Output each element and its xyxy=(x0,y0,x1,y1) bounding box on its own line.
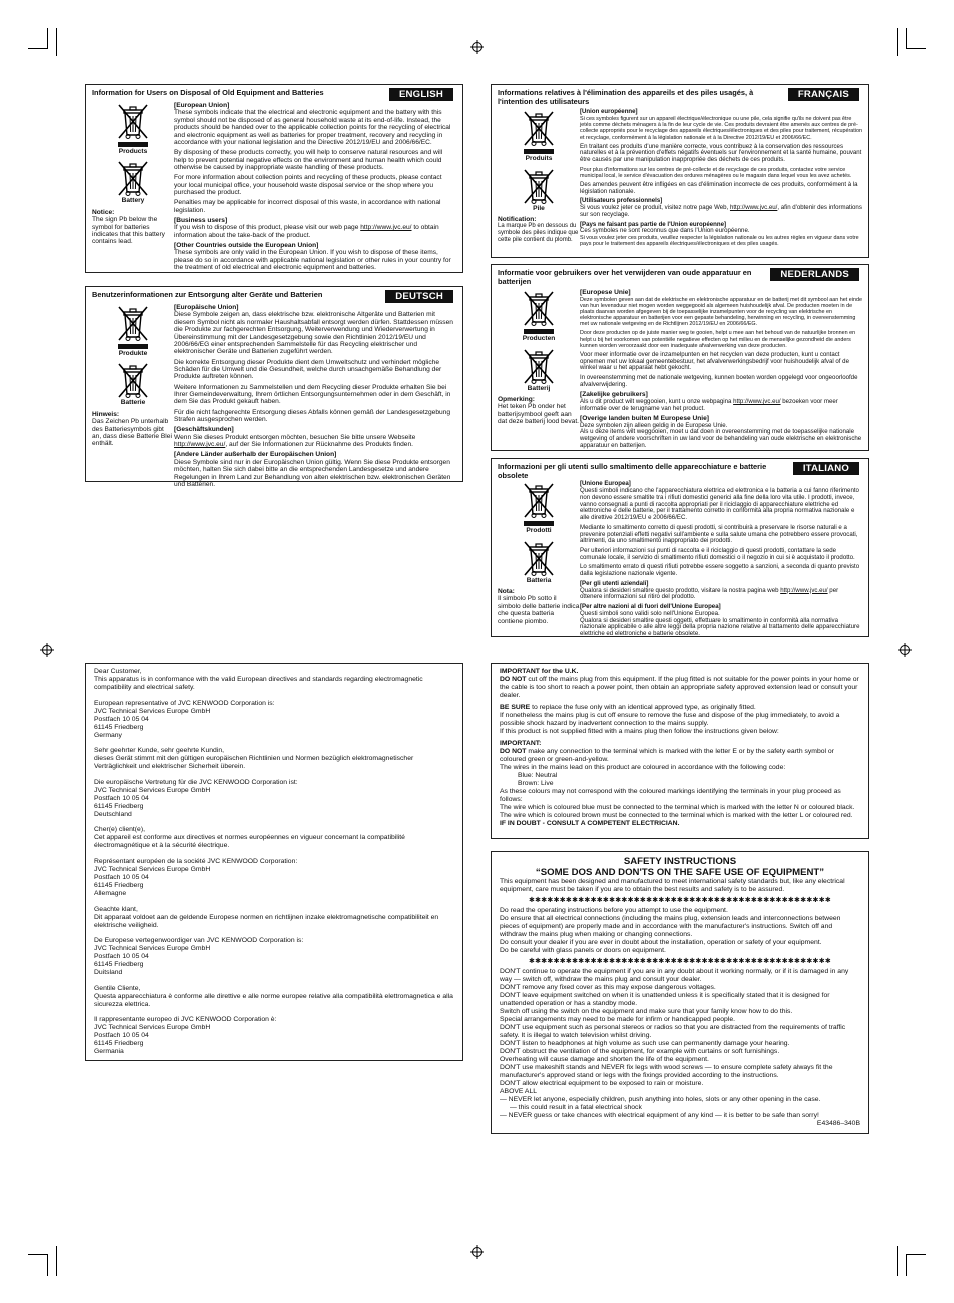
crop-mark xyxy=(897,28,898,56)
paragraph: Als u dit product wilt weggooien, kunt u onze webpagina http://www.jvc.eu/ bezoeken voor meer informatie over de terugname van het product. xyxy=(580,397,838,412)
star-divider: ✱✱✱✱✱✱✱✱✱✱✱✱✱✱✱✱✱✱✱✱✱✱✱✱✱✱✱✱✱✱✱✱✱✱✱✱✱✱✱✱✱✱✱✱✱✱✱✱✱ xyxy=(528,897,832,904)
dont-item: DON'T listen to headphones at high volume as such use can permanently damage your hearing. xyxy=(500,1040,790,1047)
paragraph: DO NOT cut off the mains plug from this equipment. If the plug fitted is not suitable for the power points in your home or the cable is too short to reach a power point, then obtain an appropriate safety approved extension lead or consult your dealer. xyxy=(500,676,859,699)
notice-text: The sign Pb below the symbol for batteries indicates that this battery contains lead. xyxy=(92,216,165,246)
section-heading: [Business users] xyxy=(174,216,228,224)
dont-item: DON'T use makeshift stands and NEVER fix legs with wood screws — to ensure complete safety always fit the manufacturer's approved stand or legs with the fixings provided according to the instructions. xyxy=(500,1064,833,1079)
disposal-box-nederlands xyxy=(491,264,869,451)
paragraph: Penalties may be applicable for incorrect disposal of this waste, in accordance with national legislation. xyxy=(174,199,441,214)
address-line: 61145 Friedberg xyxy=(94,802,144,810)
paragraph: Mediante lo smaltimento corretto di questi prodotti, si contribuirà a preservare le risorse naturali e a prevenire potenziali effetti negativi sull'ambiente e sulla salute umana che potrebbero essere provocati, altrimenti, da uno smaltimento inappropriato dei prodotti. xyxy=(580,523,858,545)
crossed-bin-icon xyxy=(108,102,158,147)
crossed-bin-icon xyxy=(108,304,158,349)
paragraph: En traitant ces produits d'une manière correcte, vous contribuez à la conservation des ressources naturelles et à la prévention d'effets négatifs éventuels sur l'environnement et la santé humaine, pouvant être causés par une manipulation inappropriée des déchets de ces produits. xyxy=(580,142,862,164)
paragraph: Door deze producten op de juiste manier weg te gooien, helpt u mee aan het behoud van de natuurlijke bronnen en helpt u bij het voorkomen van potentiële negatieve effecten op het milieu en de menselijke gezondheid die anders kunnen worden veroorzaakt door een inadequate afvalverwerking van deze producten. xyxy=(580,330,856,349)
paragraph: Lo smaltimento errato di questi rifiuti potrebbe essere soggetto a sanzioni, a seconda di quanto previsto dalla legislazione nazionale vigente. xyxy=(580,563,860,578)
crossed-bin-icon xyxy=(108,159,158,197)
paragraph: Si ces symboles figurent sur un appareil électrique/électronique ou une pile, cela signifie qu'ils ne doivent pas être jetés comme déchets ménagers à la fin de leur cycle de vie. Ces produits devraient être amenés aux centres de pré-collecte appropriés pour le recyclage des appareils électriques/électroniques et des piles pour traitement, récupération et recyclage, conformément à la législation nationale et à la Directive 2012/19/EU et 2006/66/EC. xyxy=(580,115,862,141)
symbol-label-battery: Batterie xyxy=(120,399,146,407)
paragraph: Für die nicht fachgerechte Entsorgung dieses Abfalls können gemäß der Landesgesetzgebung Strafen ausgesprochen werden. xyxy=(174,408,451,424)
dont-item: DON'T continue to operate the equipment if you are in any doubt about it working normally, or if it is damaged in any way — switch off, withdraw the mains plug and consult your dealer. xyxy=(500,968,849,983)
paragraph: Qualora si desideri smaltire questo prodotto, visitare la nostra pagina web http://www.jvc.eu/ per ottenere informazioni sul ritiro del prodotto. xyxy=(580,586,839,601)
representative-it: Il rappresentante europeo di JVC KENWOOD Corporation è: xyxy=(94,1016,277,1024)
paragraph: Diese Symbole sind nur in der Europäischen Union gültig. Wenn Sie diese Produkte entsorgen möchten, halten Sie sich dabei bitte an die entsprechenden Landesgesetze und andere Regelungen in Ihrem Land zur Behandlung von alten elektrischen bzw. elektronischen Geräten und Batterien. xyxy=(174,458,451,488)
language-badge: FRANÇAIS xyxy=(788,88,859,101)
section-heading: [Zakelijke gebruikers] xyxy=(580,391,648,399)
section-heading: [Unione Europea] xyxy=(580,480,631,488)
star-divider: ✱✱✱✱✱✱✱✱✱✱✱✱✱✱✱✱✱✱✱✱✱✱✱✱✱✱✱✱✱✱✱✱✱✱✱✱✱✱✱✱✱✱✱✱✱✱✱✱✱ xyxy=(528,958,832,965)
greeting-de: Sehr geehrter Kunde, sehr geehrte Kundin, xyxy=(94,747,224,755)
dont-item: DON'T use equipment such as personal stereos or radios so that you are distracted from the requirements of traffic safety. It is illegal to watch television whilst driving. xyxy=(500,1024,846,1039)
warning-line: IF IN DOUBT - CONSULT A COMPETENT ELECTRICIAN. xyxy=(500,820,680,827)
address-country: Germany xyxy=(94,731,122,739)
address-line: Postfach 10 05 04 xyxy=(94,715,149,723)
safety-instructions-box xyxy=(491,851,869,1134)
notice-heading: Notice: xyxy=(92,208,115,216)
never-item: — NEVER let anyone, especially children, push anything into holes, slots or any other opening in the case. xyxy=(500,1096,821,1103)
statement-en: This apparatus is in conformance with the valid European directives and standards regarding electromagnetic compatibility and electrical safety. xyxy=(94,676,423,691)
symbol-label-products: Products xyxy=(118,148,148,155)
paragraph: As these colours may not correspond with the coloured markings identifying the terminals in your plug proceed as follows: xyxy=(500,788,841,803)
paragraph: If you wish to dispose of this product, please visit our web page http://www.jvc.eu/ to obtain information about the take-back of the product. xyxy=(174,224,439,239)
notice-text: Das Zeichen Pb unterhalb des Batteriesymbols gibt an, dass diese Batterie Blei enthält. xyxy=(92,418,172,448)
address-country: Duitsland xyxy=(94,969,123,977)
crop-mark xyxy=(56,1246,57,1276)
crossed-bin-icon xyxy=(514,481,564,526)
disposal-box-deutsch xyxy=(85,286,463,488)
section-heading: [Pays ne faisant pas partie de l'Union européenne] xyxy=(580,220,727,228)
address-country: Allemagne xyxy=(94,889,127,897)
language-badge: DEUTSCH xyxy=(385,290,453,303)
registration-mark-icon xyxy=(898,643,912,657)
never-item: — this could result in a fatal electrical shock xyxy=(510,1104,642,1111)
representative-nl: De Europese vertegenwoordiger van JVC KENWOOD Corporation is: xyxy=(94,937,304,945)
address-line: Postfach 10 05 04 xyxy=(94,1032,149,1040)
never-item: — NEVER guess or take chances with electrical equipment of any kind — it is better to be safe than sorry! xyxy=(500,1112,819,1119)
section-heading: [Geschäftskunden] xyxy=(174,426,234,434)
disposal-box-francais xyxy=(491,84,869,258)
box-title: Information for Users on Disposal of Old Equipment and Batteries xyxy=(92,88,324,97)
language-badge: ENGLISH xyxy=(389,88,453,101)
symbol-label-battery: Pile xyxy=(533,204,545,212)
greeting-fr: Cher(e) client(e), xyxy=(94,826,145,834)
paragraph: If nonetheless the mains plug is cut off ensure to remove the fuse and dispose of the plug immediately, to avoid a possible shock hazard by inadvertent connection to the mains supply. xyxy=(500,712,840,727)
above-all-heading: ABOVE ALL xyxy=(500,1088,538,1095)
symbol-label-products: Producten xyxy=(522,335,556,343)
do-item: Do read the operating instructions before you attempt to use the equipment. xyxy=(500,907,728,914)
notice-heading: Notification: xyxy=(498,216,537,223)
document-code: E43486–340B xyxy=(816,1120,860,1127)
paragraph: Deze symbolen geven aan dat de elektrische en elektronische apparatuur en de batterij met dit symbool aan het einde van hun levensduur niet mogen worden weggegooid als algemeen huishoudelijk afval. De producten moeten in de plaats daarvan worden afgegeven bij de toepasselijke inzamelpunten voor de recycling van elektrische en elektronische apparatuur en batterijen voor een gepaste behandeling, herwinning en recycling, in overeenstemming met uw nationale wetgeving en de Richtlijnen 2012/19/EU en 2006/66/EG. xyxy=(580,296,862,328)
crossed-bin-icon xyxy=(514,109,564,154)
do-item: Do ensure that all electrical connections (including the mains plug, extension leads and interconnections between pieces of equipment) are properly made and in accordance with the manufacturer's instructions. Switch off and withdraw the mains plug when making or changing connections. xyxy=(500,915,841,938)
do-item: Do consult your dealer if you are ever in doubt about the installation, operation or safety of your equipment. xyxy=(500,939,822,946)
paragraph: For more information about collection points and recycling of these products, please contact your local municipal office, your household waste disposal service or the shop where you purchased the product. xyxy=(174,174,442,197)
paragraph: By disposing of these products correctly, you will help to conserve natural resources and will help to prevent potential negative effects on the environment and human health which could otherwise be caused by inappropriate waste handling of these products. xyxy=(174,149,443,172)
disposal-box-english xyxy=(85,84,463,273)
dont-item: Special arrangements may need to be made for infirm or handicapped people. xyxy=(500,1016,736,1023)
address-line: 61145 Friedberg xyxy=(94,1040,144,1048)
section-heading: [Per gli utenti aziendali] xyxy=(580,579,649,587)
web-link[interactable]: http://www.jvc.eu/ xyxy=(780,586,828,594)
paragraph: DO NOT make any connection to the terminal which is marked with the letter E or by the safety earth symbol or coloured green or green-and-yellow. xyxy=(500,748,834,763)
representative-de: Die europäische Vertretung für die JVC KENWOOD Corporation ist: xyxy=(94,778,298,786)
registration-mark-icon xyxy=(40,643,54,657)
paragraph: Si vous voulez jeter ces produits, veuillez respecter la législation nationale ou les autres règles en vigueur dans votre pays pour le traitement des appareils électriques/électroniques et des piles usagés. xyxy=(580,235,859,248)
safety-intro: This equipment has been designed and manufactured to meet international safety standards but, like any electrical equipment, care must be taken if you are to obtain the best results and safety is to be assured. xyxy=(500,878,845,893)
greeting-en: Dear Customer, xyxy=(94,668,142,675)
notice-heading: Nota: xyxy=(498,588,515,595)
paragraph: Die korrekte Entsorgung dieser Produkte dient dem Umweltschutz und verhindert mögliche Schäden für die Umwelt und die Gesundheit, welche durch unsachgemäße Behandlung der Produkte auftreten können. xyxy=(174,358,442,381)
section-heading: [Europese Unie] xyxy=(580,289,631,297)
representative-fr: Représentant européen de la société JVC KENWOOD Corporation: xyxy=(94,857,298,865)
dont-item: DON'T remove any fixed cover as this may expose dangerous voltages. xyxy=(500,984,716,991)
paragraph: Diese Symbole zeigen an, dass elektrische bzw. elektronische Altgeräte und Batterien mit diesem Symbol nicht als normaler Haushaltsabfall entsorgt werden dürfen. Stattdessen müssen die Produkte zur fachgerechten Entsorgung, Weiterverwendung und Wiederverwertung in Übereinstimmung mit der Landesgesetzgebung sowie den Richtlinien 2012/19/EU und 2006/66/EG einer entsprechenden Sammelstelle für das Recycling elektrischer und elektronischer Geräte und Batterien zugeführt werden. xyxy=(174,311,453,356)
representative-en: European representative of JVC KENWOOD Corporation is: xyxy=(94,699,275,707)
crossed-bin-icon xyxy=(514,539,564,577)
crop-mark xyxy=(897,1246,898,1276)
paragraph: BE SURE to replace the fuse only with an identical approved type, as originally fitted. xyxy=(500,704,756,711)
notice-text: Il simbolo Pb sotto il simbolo delle batterie indica che questa batteria contiene piombo. xyxy=(498,595,580,625)
address-line: Postfach 10 05 04 xyxy=(94,953,149,961)
crossed-bin-icon xyxy=(108,361,158,399)
paragraph: Wenn Sie dieses Produkt entsorgen möchten, besuchen Sie bitte unsere Webseite http://www.jvc.eu/, auf der Sie Informationen zur Rücknahme des Produkts finden. xyxy=(174,433,416,449)
crossed-bin-icon xyxy=(514,347,564,385)
section-heading: [Per altre nazioni al di fuori dell'Unione Europea] xyxy=(580,602,721,610)
symbol-label-battery: Battery xyxy=(121,197,145,205)
crop-mark xyxy=(47,1254,48,1276)
section-heading: [Union européenne] xyxy=(580,108,638,116)
paragraph: Qualora si desideri smaltire questi oggetti, effettuare lo smaltimento in conformità alla normativa nazionale applicabile o alle altre leggi della propria nazione relative al trattamento delle apparecchiature elettriche ed elettroniche e batterie obsolete. xyxy=(580,616,860,638)
dont-item: Overheating will cause damage and shorten the life of the equipment. xyxy=(500,1056,709,1063)
important-heading: IMPORTANT: xyxy=(500,740,542,747)
paragraph: Questi simboli sono validi solo nell'Unione Europea. xyxy=(580,609,720,617)
box-title: Informazioni per gli utenti sullo smaltimento delle apparecchiature e batterie obsolete xyxy=(498,462,767,480)
paragraph: The wires in the mains lead on this product are coloured in accordance with the following code: xyxy=(500,764,786,771)
crop-mark xyxy=(47,28,48,48)
dont-item: DON'T allow electrical equipment to be exposed to rain or moisture. xyxy=(500,1080,704,1087)
paragraph: Ces symboles ne sont reconnus que dans l'Union européenne. xyxy=(580,227,750,235)
crop-mark xyxy=(28,1254,48,1255)
paragraph: Questi simboli indicano che l'apparecchiatura elettrica ed elettronica e la batteria a cui fanno riferimento non devono essere smaltite tra i rifiuti domestici generici alla fine della loro vita utile. I prodotti, invece, vanno consegnati a punti di raccolta appropriati per il riciclaggio di apparecchiature elettriche ed elettroniche e delle batterie, per il trattamento corretto in conformità alla propria normativa nazionale e alle direttive 2012/19/EU e 2006/66/EC. xyxy=(580,486,859,522)
notice-heading: Opmerking: xyxy=(498,396,536,403)
address-country: Deutschland xyxy=(94,810,132,818)
greeting-it: Gentile Cliente, xyxy=(94,984,141,992)
symbol-label-products: Prodotti xyxy=(526,527,552,535)
language-badge: NEDERLANDS xyxy=(770,268,859,281)
address-line: Postfach 10 05 04 xyxy=(94,794,149,802)
section-heading: [Overige landen buiten M Europese Unie] xyxy=(580,415,709,423)
conformity-box xyxy=(85,663,463,1061)
address-line: JVC Technical Services Europe GmbH xyxy=(94,865,211,873)
statement-it: Questa apparecchiatura è conforme alle direttive e alle norme europee relative alla compatibilità elettromagnetica e alla sicurezza elettrica. xyxy=(94,992,453,1008)
dont-item: Switch off using the switch on the equipment and make sure that your family know how to do this. xyxy=(500,1008,793,1015)
address-line: JVC Technical Services Europe GmbH xyxy=(94,1024,211,1032)
address-line: Postfach 10 05 04 xyxy=(94,873,149,881)
paragraph: Als u deze items wilt weggooien, moet u dat doen in overeenstemming met de toepasselijke nationale wetgeving of andere voorschriften in uw land voor de behandeling van oude elektrische en elektronische apparatuur en batterijen. xyxy=(580,428,862,449)
statement-fr: Cet appareil est conforme aux directives et normes européennes en vigueur concernant la compatibilité électromagnétique et à la sécurité électrique. xyxy=(94,834,405,850)
paragraph: Si vous voulez jeter ce produit, visitez notre page Web, http://www.jvc.eu/, afin d'obtenir des informations sur son recyclage. xyxy=(580,204,862,218)
crop-mark xyxy=(56,28,57,56)
address-line: 61145 Friedberg xyxy=(94,723,144,731)
address-line: 61145 Friedberg xyxy=(94,961,144,969)
do-item: Do be careful with glass panels or doors on equipment. xyxy=(500,947,666,954)
dont-item: DON'T obstruct the ventilation of the equipment, for example with curtains or soft furnishings. xyxy=(500,1048,780,1055)
registration-mark-icon xyxy=(470,1245,484,1259)
crop-mark xyxy=(906,1254,907,1276)
crop-mark xyxy=(28,48,48,49)
uk-heading: IMPORTANT for the U.K. xyxy=(500,668,579,675)
paragraph: Deze symbolen zijn alleen geldig in de Europese Unie. xyxy=(580,421,728,429)
paragraph: The wire which is coloured blue must be connected to the terminal which is marked with the letter N or coloured black. xyxy=(500,804,855,811)
wire-code-brown: Brown: Live xyxy=(518,780,554,787)
symbol-label-products: Produkte xyxy=(118,350,148,357)
crossed-bin-icon xyxy=(514,167,564,205)
paragraph: These symbols are only valid in the European Union. If you wish to dispose of these items, please do so in accordance with applicable national legislation or other rules in your country for the treatment of old electrical and electronic equipment and batteries. xyxy=(174,249,451,272)
safety-title: SAFETY INSTRUCTIONS xyxy=(623,856,737,867)
disposal-box-italiano xyxy=(491,458,869,637)
crossed-bin-icon xyxy=(514,289,564,334)
notice-text: Het teken Pb onder het batterijsymbool geeft aan dat deze batterij lood bevat. xyxy=(498,403,580,426)
symbol-label-battery: Batteria xyxy=(526,576,552,584)
web-link[interactable]: http://www.jvc.eu/ xyxy=(733,397,781,405)
wire-code-blue: Blue: Neutral xyxy=(518,772,558,779)
uk-important-box xyxy=(491,663,869,839)
statement-nl: Dit apparaat voldoet aan de geldende Europese normen en richtlijnen inzake elektromagnetische compatibiliteit en elektrische veiligheid. xyxy=(94,913,439,929)
address-line: JVC Technical Services Europe GmbH xyxy=(94,945,211,953)
registration-mark-icon xyxy=(470,40,484,54)
crop-mark xyxy=(906,1254,926,1255)
address-line: 61145 Friedberg xyxy=(94,881,144,889)
symbol-label-products: Produits xyxy=(525,155,553,163)
notice-text: La marque Pb en dessous du symbole des piles indique que cette pile contient du plomb. xyxy=(498,223,579,243)
language-badge: ITALIANO xyxy=(793,462,859,475)
paragraph: Pour plus d'informations sur les centres de pré-collecte et de recyclage de ces produits, contactez votre service municipal local, le service d'évacuation des ordures ménagères ou le magasin dans lequel vous les avez achetés. xyxy=(580,166,852,179)
symbol-label-battery: Batterij xyxy=(527,384,551,392)
web-link[interactable]: http://www.jvc.eu/ xyxy=(174,441,226,449)
box-title: Informatie voor gebruikers over het verwijderen van oude apparatuur en batterijen xyxy=(498,268,752,286)
section-heading: [European Union] xyxy=(174,102,230,109)
web-link[interactable]: http://www.jvc.eu/ xyxy=(729,204,778,212)
box-title: Benutzerinformationen zur Entsorgung alter Geräte und Batterien xyxy=(92,290,323,299)
dont-item: DON'T leave equipment switched on when it is unattended unless it is specifically stated that it is designed for unattended operation or has a standby mode. xyxy=(500,992,830,1007)
crop-mark xyxy=(906,48,926,49)
box-title: Informations relatives à l'élimination des appareils et des piles usagés, à l'intention des utilisateurs xyxy=(498,88,754,106)
paragraph: If this product is not supplied fitted with a mains plug then follow the instructions given below: xyxy=(500,728,779,735)
statement-de: dieses Gerät stimmt mit den gültigen europäischen Richtlinien und Normen bezüglich elektromagnetischer Verträglichkeit und elektrischer Sicherheit überein. xyxy=(94,755,414,771)
paragraph: Voor meer informatie over de inzamelpunten en het recyclen van deze producten, kunt u contact opnemen met uw lokaal gemeentebestuur, het afvalverwerkingsbedrijf voor huishoudelijk afval of de winkel waar u het apparaat hebt gekocht. xyxy=(580,350,849,372)
paragraph: Per ulteriori informazioni sui punti di raccolta e il riciclaggio di questi prodotti, contattare la sede comunale locale, il servizio di smaltimento rifiuti domestici o il negozio in cui si è acquistato il prodotto. xyxy=(580,546,855,561)
section-heading: [Other Countries outside the European Union] xyxy=(174,241,319,249)
paragraph: Weitere Informationen zu Sammelstellen und dem Recycling dieser Produkte erhalten Sie bei Ihrer Gemeindeverwaltung, Ihrem örtlichen Entsorgungsunternehmen oder in dem Geschäft, in dem Sie das Produkt gekauft haben. xyxy=(174,383,451,406)
paragraph: These symbols indicate that the electrical and electronic equipment and the battery with this symbol should not be disposed of as general household waste at its end-of-life. Instead, the products should be handed over to the applicable collection points for the recycling of electrical and electronic equipment as well as batteries for proper treatment, recovery and recycling in accordance with your national legislation and the Directive 2012/19/EU and 2006/66/EC. xyxy=(174,109,451,147)
paragraph: The wire which is coloured brown must be connected to the terminal which is marked with the letter L or coloured red. xyxy=(500,812,853,819)
safety-subtitle: “SOME DOS AND DON'TS ON THE SAFE USE OF EQUIPMENT” xyxy=(535,867,825,878)
section-heading: [Andere Länder außerhalb der Europäischen Union] xyxy=(174,451,337,459)
crop-mark xyxy=(906,28,907,48)
address-country: Germania xyxy=(94,1048,124,1056)
notice-heading: Hinweis: xyxy=(92,410,120,418)
greeting-nl: Geachte klant, xyxy=(94,905,138,913)
section-heading: [Europäische Union] xyxy=(174,304,239,311)
address-line: JVC Technical Services Europe GmbH xyxy=(94,786,211,794)
paragraph: Des amendes peuvent être infligées en cas d'élimination incorrecte de ces produits, conformément à la législation nationale. xyxy=(580,180,858,195)
section-heading: [Utilisateurs professionnels] xyxy=(580,197,663,205)
web-link[interactable]: http://www.jvc.eu/ xyxy=(360,224,412,232)
address-line: JVC Technical Services Europe GmbH xyxy=(94,707,211,715)
paragraph: In overeenstemming met de nationale wetgeving, kunnen boeten worden opgelegd voor ongeoorloofde afvalverwijdering. xyxy=(580,374,858,388)
